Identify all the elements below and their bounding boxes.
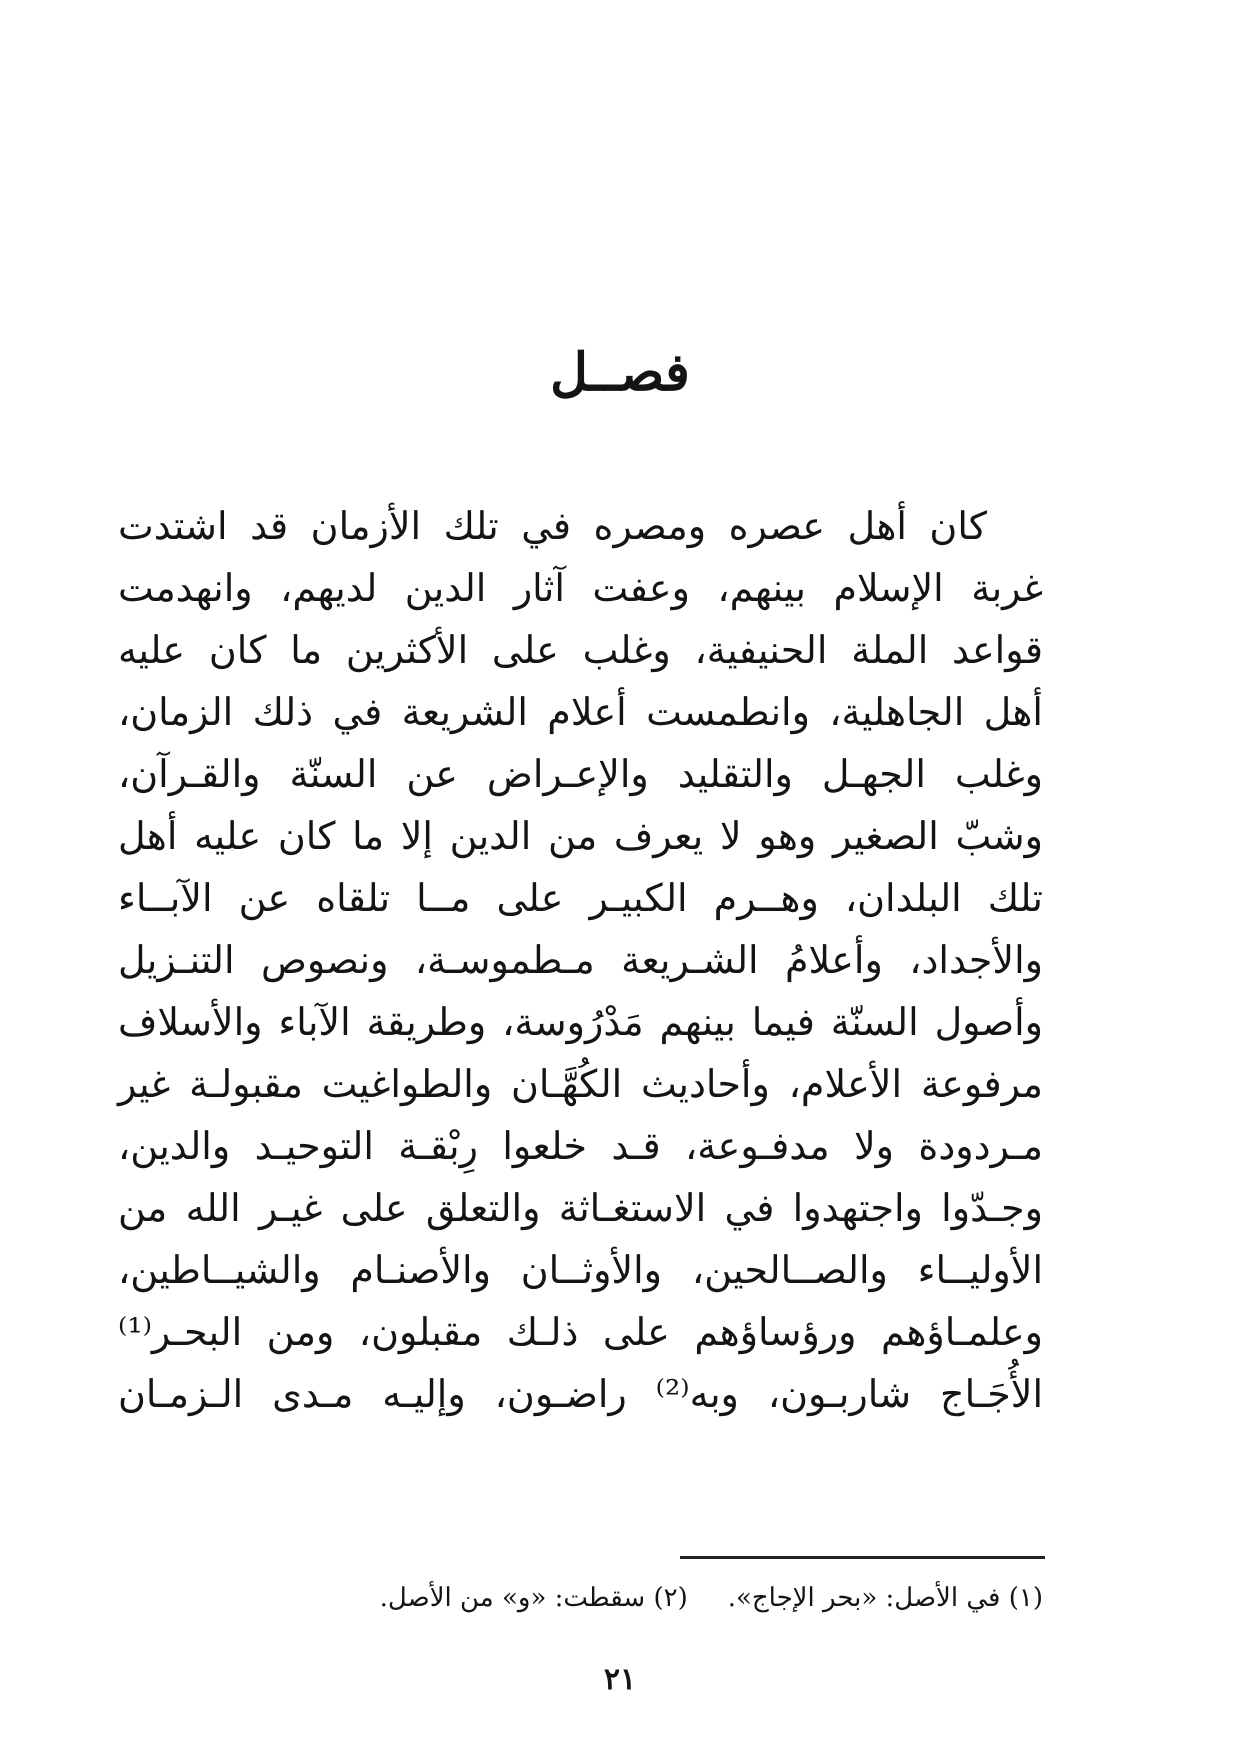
footnote-2: (٢) سقطت: «و» من الأصل. [379, 1583, 688, 1613]
footnote-1: (١) في الأصل: «بحر الإجاج». [727, 1583, 1043, 1613]
footnote-divider [680, 1556, 1045, 1559]
text-line: وغلب الجهـل والتقليد والإعـراض عن السنّة والقـرآن، [118, 752, 1043, 796]
page-number: ٢١ [603, 1662, 637, 1697]
text-line: والأجداد، وأعلامُ الشـريعة مـطموسـة، ونصوص التنـزيل [118, 938, 1043, 982]
body-paragraph [118, 495, 1043, 1425]
text-line: وشبّ الصغير وهو لا يعرف من الدين إلا ما كان عليه أهل [118, 814, 1043, 858]
text-line: كان أهل عصره ومصره في تلك الأزمان قد اشتدت [118, 504, 987, 548]
text-line: وجـدّوا واجتهدوا في الاستغـاثة والتعلق على غيـر الله من [118, 1186, 1043, 1230]
text-line: الأُجَـاج شاربـون، وبه⁽²⁾ راضـون، وإليـه مـدى الـزمـان [118, 1372, 1044, 1416]
footnotes [380, 1578, 1043, 1618]
section-heading: فصــل [550, 342, 690, 403]
text-line: الأوليــاء والصــالحين، والأوثــان والأصنـام والشيــاطين، [118, 1248, 1043, 1292]
text-line: غربة الإسلام بينهم، وعفت آثار الدين لديهم، وانهدمت [118, 566, 1043, 610]
text-line: مرفوعة الأعلام، وأحاديث الكُهَّـان والطواغيت مقبولـة غير [118, 1062, 1043, 1106]
text-line: قواعد الملة الحنيفية، وغلب على الأكثرين ما كان عليه [118, 628, 1043, 672]
text-line: وعلمـاؤهم ورؤساؤهم على ذلـك مقبلون، ومن البحـر⁽¹⁾ [118, 1310, 1043, 1354]
text-line: أهل الجاهلية، وانطمست أعلام الشريعة في ذلك الزمان، [118, 690, 1043, 734]
text-line: تلك البلدان، وهــرم الكبيـر على مــا تلقاه عن الآبــاء [118, 876, 1043, 920]
text-line: مـردودة ولا مدفـوعة، قـد خلعوا رِبْقـة التوحيـد والدين، [118, 1124, 1043, 1168]
text-line: وأصول السنّة فيما بينهم مَدْرُوسة، وطريقة الآباء والأسلاف [118, 1000, 1043, 1044]
